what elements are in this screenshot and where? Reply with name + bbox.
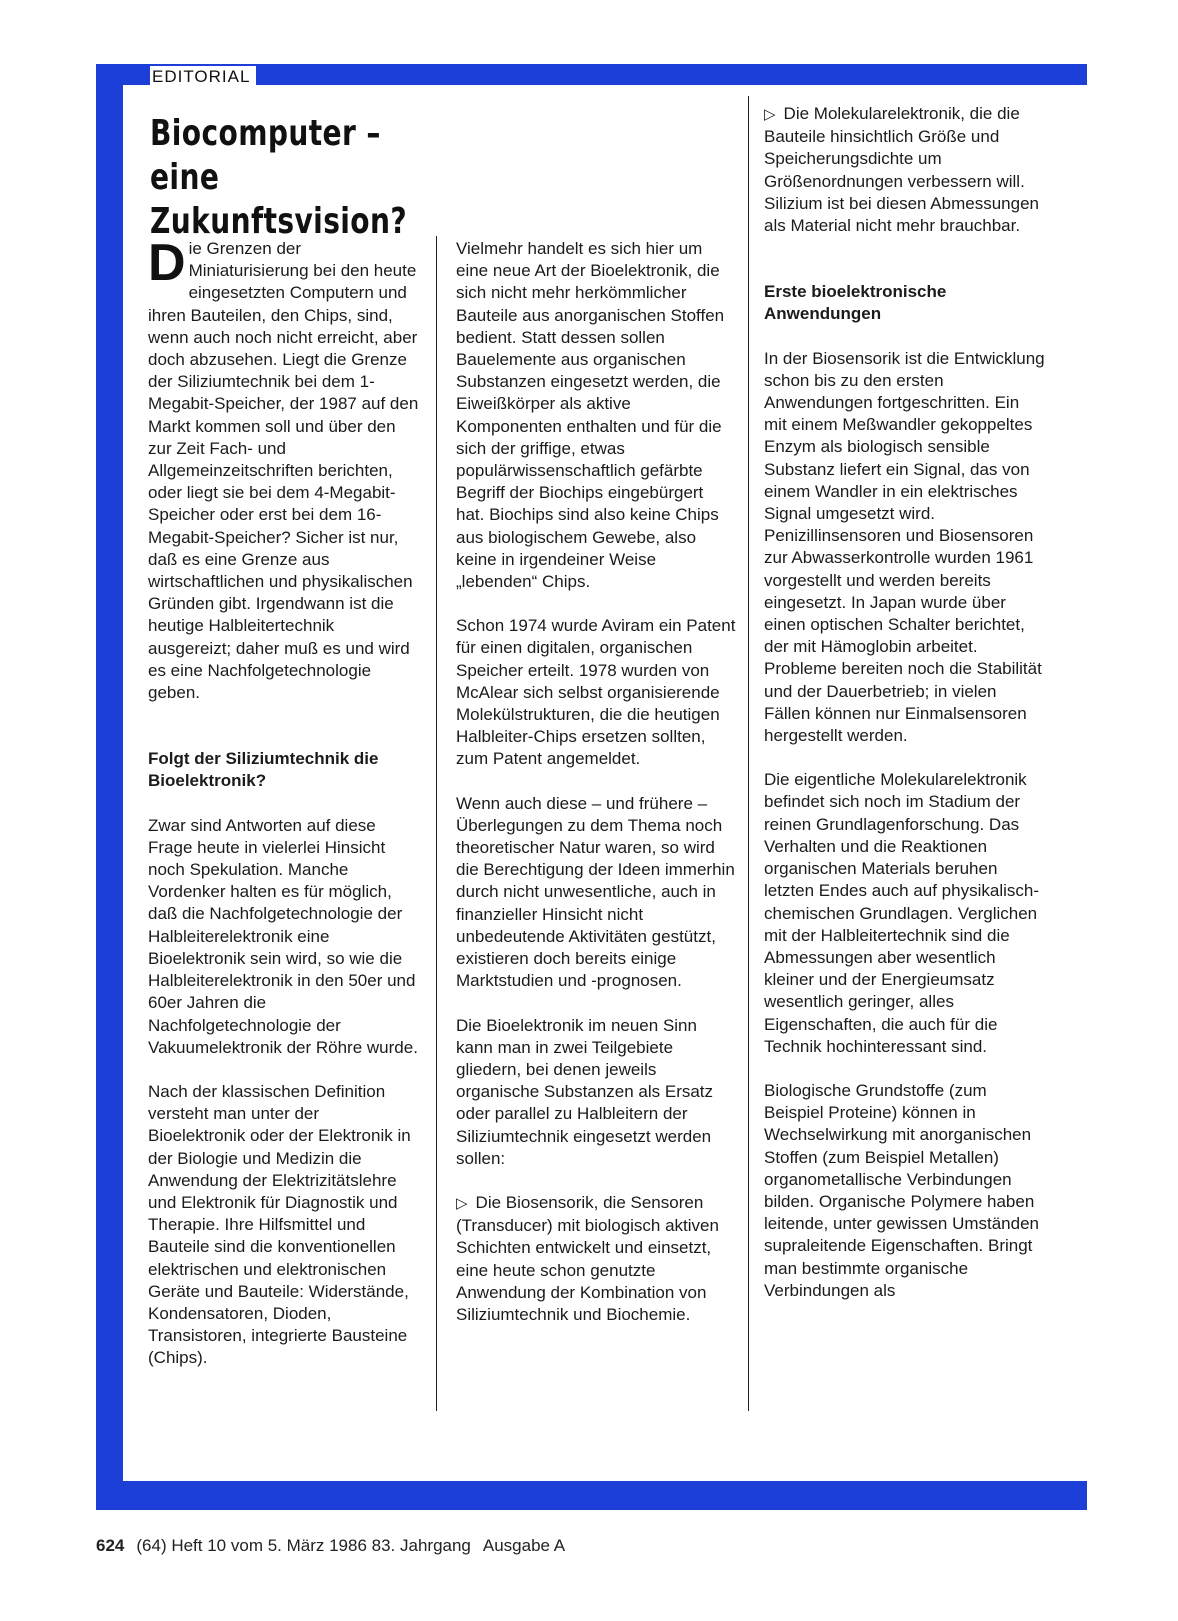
paragraph: Schon 1974 wurde Aviram ein Patent für einen digitalen, organischen Speicher erteilt. 1978 wurden von McAlear sich selbst organisierende Molekülstrukturen, die die heutigen Halbleiter-Chips ersetzen sollten, zum Patent angemeldet. <box>456 616 736 769</box>
bullet-triangle-icon: ▷ <box>456 1194 468 1212</box>
paragraph: Biologische Grundstoffe (zum Beispiel Proteine) können in Wechselwirkung mit anorganischen Stoffen (zum Beispiel Metallen) organometallische Verbindungen bilden. Organische Polymere haben leitende, unter gewissen Umständen supraleitende Eigenschaften. Bringt man bestimmte organische Verbindungen als <box>764 1080 1039 1300</box>
edition-label: Ausgabe A <box>482 1536 566 1555</box>
column-rule-1 <box>436 236 437 1411</box>
column-2 <box>456 238 736 1348</box>
paragraph: Zwar sind Antworten auf diese Frage heute in vielerlei Hinsicht noch Spekulation. Manche Vordenker halten es für möglich, daß die Nachfolgetechnologie der Halbleiterelektronik eine Bioelektronik sein wird, so wie die Halbleiterelektronik in den 50er und 60er Jahren die Nachfolgetechnologie der Vakuumelektronik der Röhre wurde. <box>148 815 418 1057</box>
issue-info: (64) Heft 10 vom 5. März 1986 83. Jahrgang <box>136 1536 471 1555</box>
drop-cap: D <box>148 234 186 292</box>
page-number: 624 <box>96 1536 125 1555</box>
page-footer <box>96 1536 565 1556</box>
paragraph: Die Bioelektronik im neuen Sinn kann man in zwei Teilgebiete gliedern, bei denen jeweils organische Substanzen als Ersatz oder parallel zu Halbleitern der Siliziumtechnik eingesetzt werden sollen: <box>456 1015 714 1168</box>
bullet-item <box>456 1192 736 1326</box>
page-title <box>150 112 407 244</box>
paragraph: Die eigentliche Molekularelektronik befindet sich noch im Stadium der reinen Grundlagenforschung. Das Verhalten und die Reaktionen organischen Materials beruhen letzten Endes auch auf physikalisch-chemischen Grundlagen. Verglichen mit der Halbleitertechnik sind die Abmessungen aber wesentlich kleiner und der Energieumsatz wesentlich geringer, alles Eigenschaften, die auch für die Technik hochinteressant sind. <box>764 770 1039 1056</box>
bullet-triangle-icon: ▷ <box>764 106 776 123</box>
section-heading-1: Folgt der Siliziumtechnik die Bioelektronik? <box>148 749 379 791</box>
column-1 <box>148 234 420 1392</box>
bullet-item <box>764 103 1046 237</box>
column-rule-2 <box>748 96 749 1411</box>
intro-paragraph <box>148 234 420 704</box>
section-heading-2: Erste bioelektronische Anwendungen <box>764 282 947 324</box>
blue-frame-left <box>96 64 123 1510</box>
section-tag: EDITORIAL <box>150 66 256 88</box>
paragraph: Wenn auch diese – und frühere – Überlegungen zu dem Thema noch theoretischer Natur waren, so wird die Berechtigung der Ideen immerhin durch nicht unwesentliche, auch in finanzieller Hinsicht nicht unbedeutende Aktivitäten gestützt, existieren doch bereits einige Marktstudien und -prognosen. <box>456 793 735 991</box>
title-line-1: Biocomputer – <box>150 113 381 154</box>
title-line-2: eine Zukunftsvision? <box>150 157 408 242</box>
bullet-text: Die Molekularelektronik, die die Bauteile hinsichtlich Größe und Speicherungsdichte um Größenordnungen verbessern will. Silizium ist bei diesen Abmessungen als Material nicht mehr brauchbar. <box>764 104 1039 236</box>
paragraph: In der Biosensorik ist die Entwicklung schon bis zu den ersten Anwendungen fortgeschritten. Ein mit einem Meßwandler gekoppeltes Enzym als biologisch sensible Substanz liefert ein Signal, das von einem Wandler in ein elektrisches Signal umgesetzt wird. Penizillinsensoren und Biosensoren zur Abwasserkontrolle wurden 1961 vorgestellt und werden bereits eingesetzt. In Japan wurde über einen optischen Schalter berichtet, der mit Hämoglobin arbeitet. Probleme bereiten noch die Stabilität und der Dauerbetrieb; in vielen Fällen können nur Einmalsensoren hergestellt werden. <box>764 348 1045 746</box>
bullet-text: Die Biosensorik, die Sensoren (Transducer) mit biologisch aktiven Schichten entwickelt und einsetzt, eine heute schon genutzte Anwendung der Kombination von Siliziumtechnik und Biochemie. <box>456 1192 719 1324</box>
blue-frame-bottom <box>96 1481 1087 1510</box>
column-3 <box>764 103 1046 1324</box>
paragraph: Vielmehr handelt es sich hier um eine neue Art der Bioelektronik, die sich nicht mehr herkömmlicher Bauteile aus anorganischen Stoffen bedient. Statt dessen sollen Bauelemente aus organischen Substanzen eingesetzt werden, die Eiweißkörper als aktive Komponenten enthalten und für die sich der griffige, etwas populärwissenschaftlich gefärbte Begriff der Biochips eingebürgert hat. Biochips sind also keine Chips aus biologischem Gewebe, also keine in irgendeiner Weise „lebenden“ Chips. <box>456 239 725 592</box>
paragraph: Nach der klassischen Definition versteht man unter der Bioelektronik oder der Elektronik in der Biologie und Medizin die Anwendung der Elektrizitätslehre und Elektronik für Diagnostik und Therapie. Ihre Hilfsmittel und Bauteile sind die konventionellen elektrischen und elektronischen Geräte und Bauteile: Widerstände, Kondensatoren, Dioden, Transistoren, integrierte Bausteine (Chips). <box>148 1081 411 1368</box>
intro-text: ie Grenzen der Miniaturisierung bei den heute eingesetzten Computern und ihren Bauteilen, den Chips, sind, wenn auch noch nicht erreicht, aber doch abzusehen. Liegt die Grenze der Siliziumtechnik bei dem 1-Megabit-Speicher, der 1987 auf den Markt kommen soll und über den zur Zeit Fach- und Allgemeinzeitschriften berichten, oder liegt sie bei dem 4-Megabit-Speicher oder erst bei dem 16-Megabit-Speicher? Sicher ist nur, daß es eine Grenze aus wirtschaftlichen und physikalischen Gründen gibt. Irgendwann ist die heutige Halbleitertechnik ausgereizt; daher muß es und wird es eine Nachfolgetechnologie geben. <box>148 239 419 703</box>
